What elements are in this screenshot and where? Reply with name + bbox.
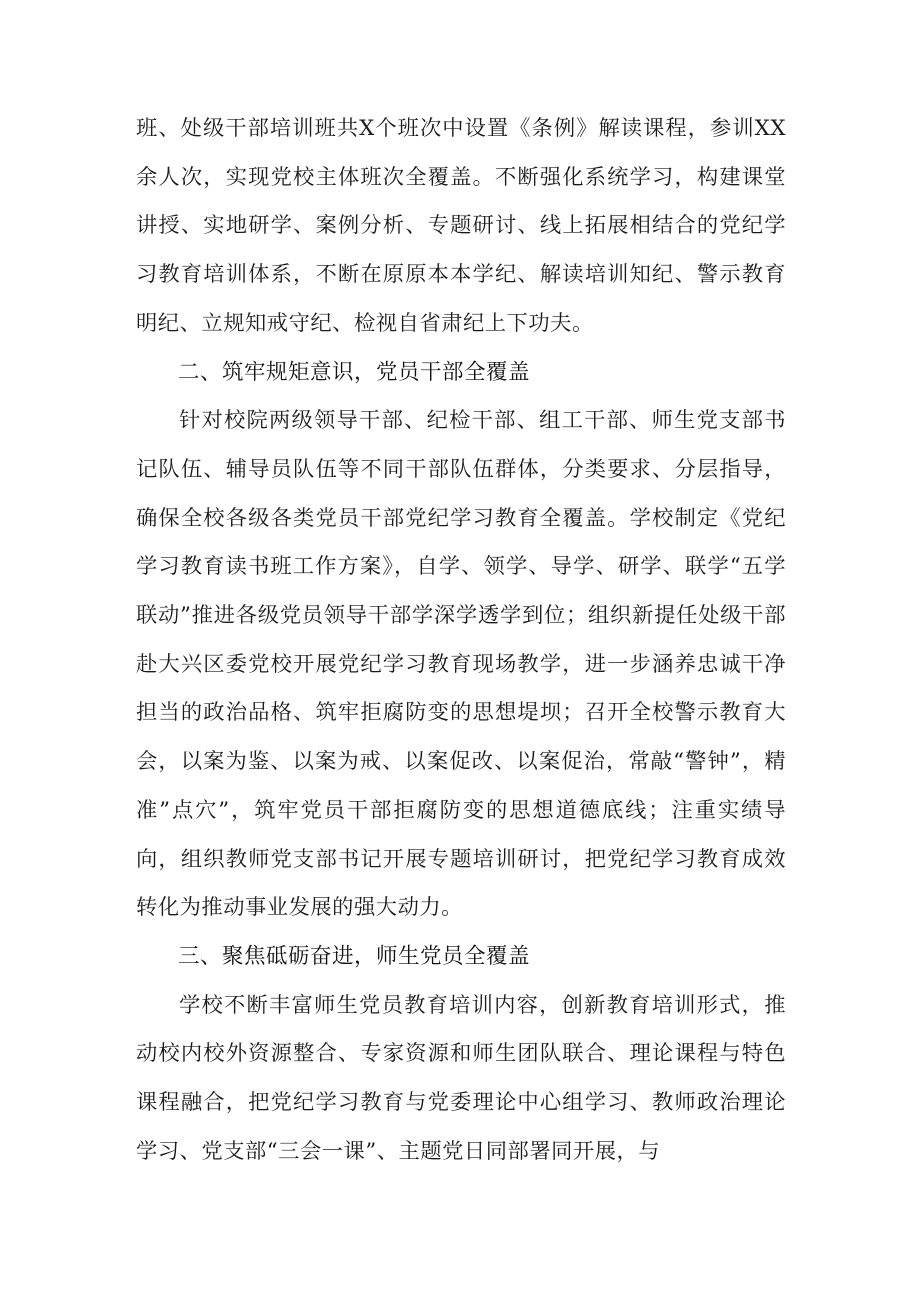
section-heading-2: 二、筑牢规矩意识，党员干部全覆盖 (178, 359, 531, 385)
paragraph-section-2: 针对校院两级领导干部、纪检干部、组工干部、师生党支部书记队伍、辅导员队伍等不同干部队伍群体，分类要求、分层指导，确保全校各级各类党员干部党纪学习教育全覆盖。学校制定《党纪学习教育读书班工作方案》，自学、领学、导学、研学、联学“五学联动”推进各级党员领导干部学深学透学到位；组织新提任处级干部赴大兴区委党校开展党纪学习教育现场教学，进一步涵养忠诚干净担当的政治品格、筑牢拒腐防变的思想堤坝；召开全校警示教育大会，以案为鉴、以案为戒、以案促改、以案促治，常敲“警钟”，精准”点穴”，筑牢党员干部拒腐防变的思想道德底线；注重实绩导向，组织教师党支部书记开展专题培训研讨，把党纪学习教育成效转化为推动事业发展的强大动力。 (136, 408, 786, 921)
document-body (136, 105, 786, 1176)
paragraph-continuation: 班、处级干部培训班共X个班次中设置《条例》解读课程，参训XX余人次，实现党校主体班次全覆盖。不断强化系统学习，构建课堂讲授、实地研学、案例分析、专题研讨、线上拓展相结合的党纪学习教育培训体系，不断在原原本本学纪、解读培训知纪、警示教育明纪、立规知戒守纪、检视自省肃纪上下功夫。 (136, 116, 786, 336)
paragraph-section-3: 学校不断丰富师生党员教育培训内容，创新教育培训形式，推动校内校外资源整合、专家资源和师生团队联合、理论课程与特色课程融合，把党纪学习教育与党委理论中心组学习、教师政治理论学习、党支部“三会一课”、主题党日同部署同开展，与 (136, 992, 786, 1164)
section-heading-3: 三、聚焦砥砺奋进，师生党员全覆盖 (178, 943, 531, 969)
